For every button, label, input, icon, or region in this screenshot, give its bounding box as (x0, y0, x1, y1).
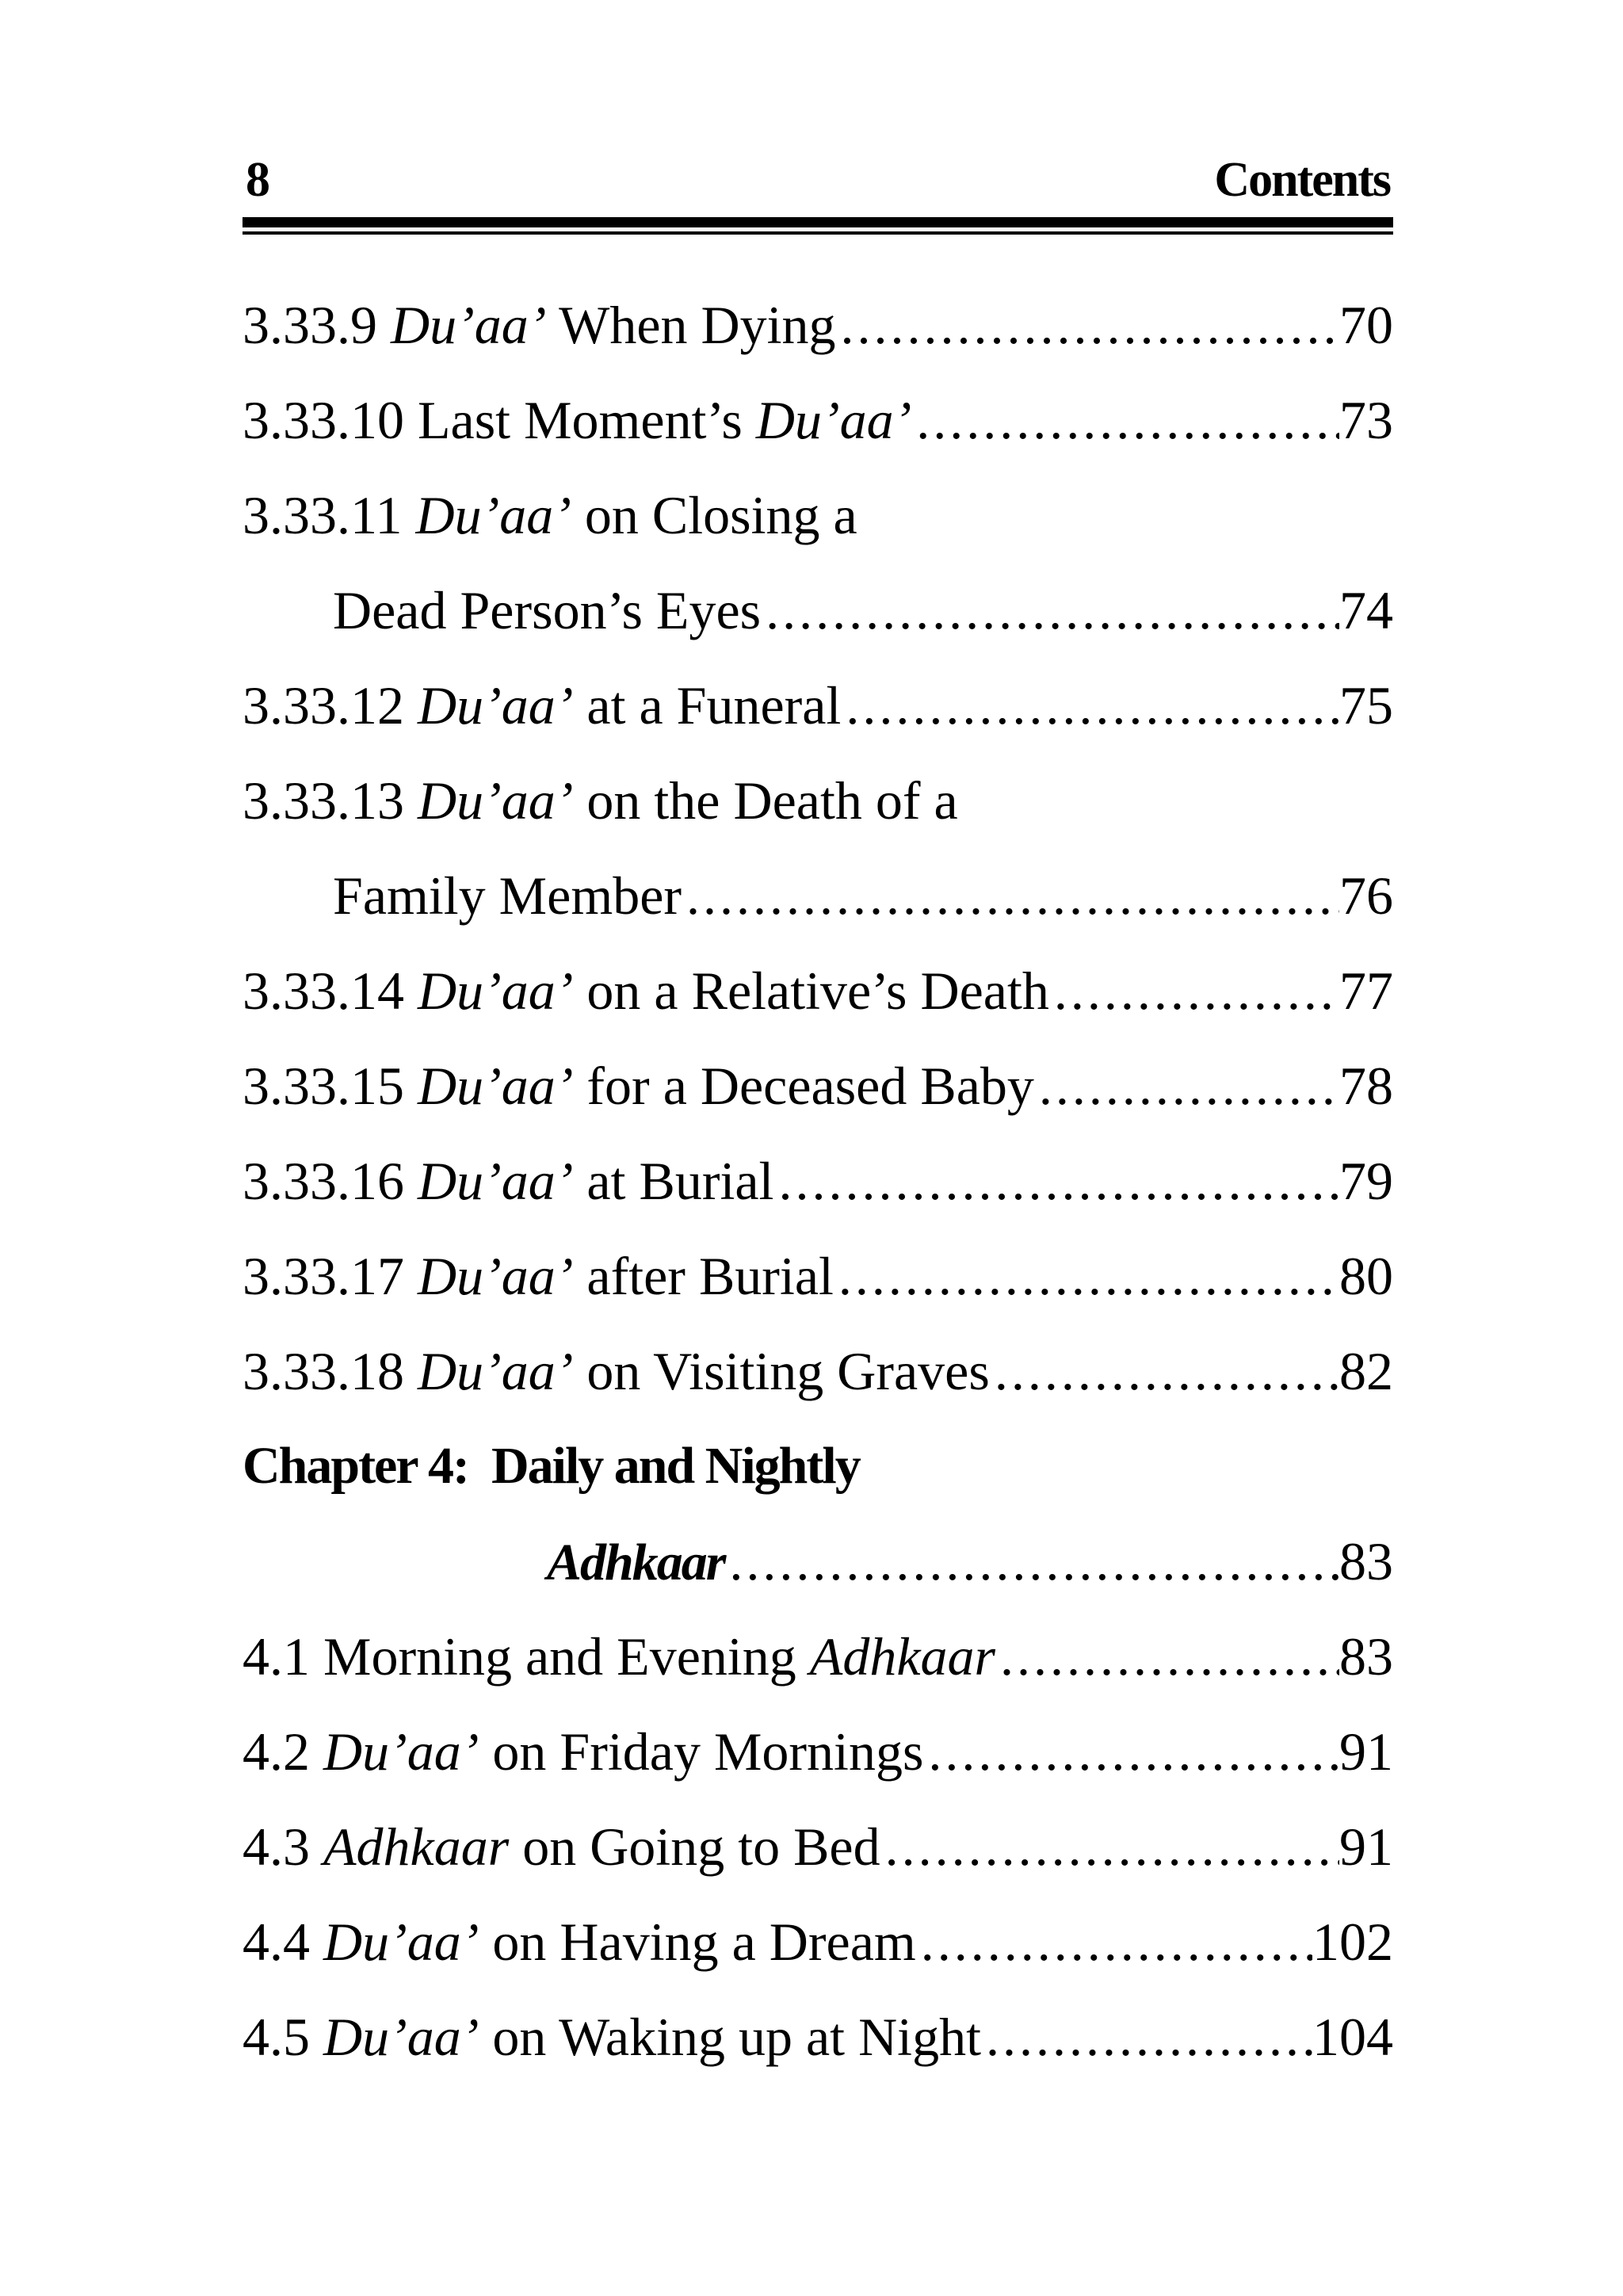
leader-dots (682, 856, 1339, 935)
entry-title: on Friday Mornings (479, 1721, 924, 1782)
entry-number: 3.33.17 (242, 1246, 404, 1306)
entry-title: on Visiting Graves (573, 1341, 990, 1401)
entry-page: 102 (1312, 1912, 1393, 1972)
toc-entry (242, 1331, 1393, 1411)
entry-page: 77 (1339, 961, 1393, 1021)
entry-italic: Adhkaar (323, 1817, 510, 1877)
chapter-label: Chapter 4: (242, 1437, 468, 1495)
entry-number: 3.33.15 (242, 1056, 404, 1116)
leader-dots (911, 380, 1339, 460)
toc-entry (242, 1046, 1393, 1125)
leader-dots (1034, 1046, 1339, 1125)
entry-italic: Du’aa’ (323, 1721, 479, 1782)
leader-dots (761, 571, 1339, 650)
entry-page: 83 (1339, 1531, 1393, 1591)
running-title: Contents (1214, 153, 1390, 207)
entry-italic: Du’aa’ (418, 1056, 574, 1116)
toc-entry (242, 380, 1393, 460)
entry-title: When Dying (546, 295, 836, 355)
leader-dots (880, 1807, 1339, 1886)
entry-italic: Du’aa’ (418, 1341, 574, 1401)
entry-italic: Du’aa’ (391, 295, 547, 355)
entry-page: 83 (1339, 1626, 1393, 1687)
entry-page: 104 (1312, 2007, 1393, 2067)
entry-italic: Du’aa’ (323, 2007, 479, 2067)
entry-number: 3.33.14 (242, 961, 404, 1021)
entry-italic: Du’aa’ (418, 770, 574, 831)
toc-entry (242, 1236, 1393, 1316)
toc-entry (242, 1141, 1393, 1221)
entry-number: 3.33.13 (242, 770, 404, 831)
entry-title: at Burial (573, 1151, 774, 1211)
leader-dots (916, 1902, 1312, 1981)
entry-italic: Du’aa’ (418, 1151, 574, 1211)
toc-chapter-continuation (547, 1522, 1393, 1601)
entry-number: 4.2 (242, 1721, 310, 1782)
toc-entry (242, 1902, 1393, 1981)
toc-entry (242, 1617, 1393, 1696)
entry-number: 3.33.11 (242, 485, 403, 545)
leader-dots (981, 1997, 1312, 2076)
leader-dots (773, 1141, 1339, 1221)
toc-chapter-heading (242, 1427, 1393, 1506)
entry-page: 75 (1339, 675, 1393, 735)
entry-italic: Du’aa’ (418, 675, 574, 735)
toc-entry (242, 761, 1393, 840)
toc-entry-continuation (333, 856, 1393, 935)
entry-title: on Closing a (571, 485, 857, 545)
entry-title: on Having a Dream (479, 1912, 916, 1972)
entry-page: 73 (1339, 390, 1393, 450)
entry-page: 76 (1339, 865, 1393, 926)
entry-page: 79 (1339, 1151, 1393, 1211)
toc-entry-continuation (333, 571, 1393, 650)
toc-entry (242, 1712, 1393, 1791)
entry-number: 3.33.9 (242, 295, 377, 355)
chapter-title-italic: Adhkaar (547, 1534, 725, 1591)
toc-entry (242, 1807, 1393, 1886)
entry-title: on Waking up at Night (479, 2007, 981, 2067)
entry-number: 3.33.16 (242, 1151, 404, 1211)
toc-entry (242, 666, 1393, 745)
toc-entry (242, 285, 1393, 365)
entry-number: 3.33.10 (242, 390, 404, 450)
leader-dots (724, 1522, 1339, 1601)
leader-dots (841, 666, 1339, 745)
entry-italic: Du’aa’ (755, 390, 912, 450)
entry-italic: Du’aa’ (418, 961, 574, 1021)
page-number: 8 (246, 153, 269, 207)
toc-entry (242, 476, 1393, 555)
leader-dots (995, 1617, 1339, 1696)
entry-italic: Du’aa’ (418, 1246, 574, 1306)
entry-page: 91 (1339, 1817, 1393, 1877)
entry-page: 78 (1339, 1056, 1393, 1116)
entry-number: 4.3 (242, 1817, 310, 1877)
entry-page: 91 (1339, 1721, 1393, 1782)
entry-title: Dead Person’s Eyes (333, 580, 762, 640)
chapter-title: Daily and Nightly (491, 1437, 860, 1495)
entry-number: 3.33.18 (242, 1341, 404, 1401)
leader-dots (990, 1331, 1339, 1411)
entry-title: Family Member (333, 865, 682, 926)
entry-page: 80 (1339, 1246, 1393, 1306)
entry-title: on the Death of a (573, 770, 958, 831)
entry-number: 4.5 (242, 2007, 310, 2067)
entry-page: 70 (1339, 295, 1393, 355)
leader-dots (834, 1236, 1339, 1316)
toc-entry (242, 951, 1393, 1030)
leader-dots (923, 1712, 1339, 1791)
entry-italic: Du’aa’ (323, 1912, 479, 1972)
entry-number: 4.4 (242, 1912, 310, 1972)
toc-entry (242, 1997, 1393, 2076)
entry-italic: Adhkaar (809, 1626, 995, 1687)
entry-title: on Going to Bed (509, 1817, 880, 1877)
entry-title: on a Relative’s Death (573, 961, 1049, 1021)
leader-dots (1049, 951, 1339, 1030)
entry-title: for a Deceased Baby (573, 1056, 1034, 1116)
entry-number: 4.1 (242, 1626, 310, 1687)
entry-page: 74 (1339, 580, 1393, 640)
entry-italic: Du’aa’ (415, 485, 571, 545)
entry-title: at a Funeral (573, 675, 842, 735)
entry-title: Last Moment’s (418, 390, 756, 450)
entry-number: 3.33.12 (242, 675, 404, 735)
entry-title: after Burial (573, 1246, 834, 1306)
entry-title: Morning and Evening (323, 1626, 810, 1687)
entry-page: 82 (1339, 1341, 1393, 1401)
leader-dots (836, 285, 1339, 365)
